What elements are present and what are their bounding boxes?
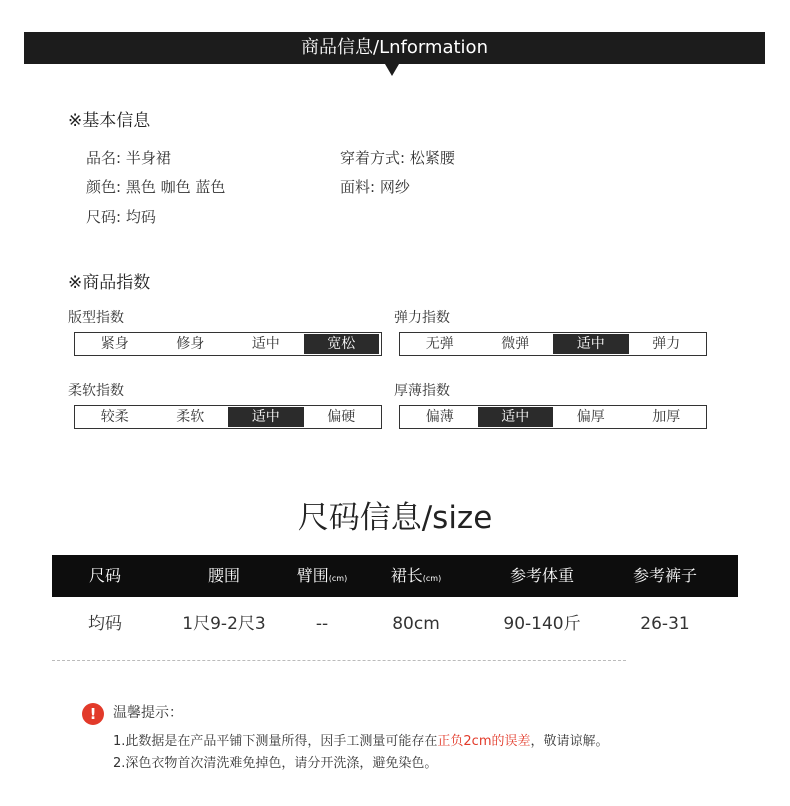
header-label: 裙长 — [390, 566, 423, 585]
header-label: 尺码 — [88, 566, 121, 585]
note-line-2: 2.深色衣物首次清洗难免掉色，请分开洗涤，避免染色。 — [113, 756, 438, 771]
index-option: 弹力 — [652, 336, 681, 352]
info-color: 颜色: 黑色 咖色 蓝色 — [86, 178, 226, 196]
index-scale-elastic — [399, 332, 707, 356]
index-label-elastic: 弹力指数 — [394, 310, 450, 326]
header-bar — [24, 32, 765, 64]
size-table-header — [52, 555, 738, 597]
info-size: 尺码: 均码 — [86, 208, 156, 226]
index-option: 微弹 — [501, 336, 530, 352]
table-header-cell — [366, 555, 466, 597]
index-option-selected: 适中 — [553, 334, 629, 354]
index-option: 柔软 — [176, 409, 205, 425]
product-index-title: ※商品指数 — [68, 273, 151, 293]
index-label-thickness: 厚薄指数 — [394, 383, 450, 399]
table-cell-length: 80cm — [392, 614, 440, 634]
note-text: ，敬请谅解。 — [530, 734, 609, 749]
index-option: 无弹 — [425, 336, 454, 352]
table-cell-pants: 26-31 — [640, 614, 690, 634]
index-option-selected: 适中 — [228, 407, 304, 427]
divider — [52, 660, 626, 661]
index-scale-softness — [74, 405, 382, 429]
table-header-cell — [52, 555, 158, 597]
index-scale-thickness — [399, 405, 707, 429]
header-label: 臂围 — [296, 566, 329, 585]
info-name: 品名: 半身裙 — [86, 149, 171, 167]
index-option: 紧身 — [100, 336, 129, 352]
index-option: 修身 — [176, 336, 205, 352]
header-label: 腰围 — [207, 566, 240, 585]
index-option: 偏硬 — [327, 409, 356, 425]
note-line-1 — [113, 730, 609, 749]
table-cell-size: 均码 — [88, 614, 122, 634]
header-label: 参考体重 — [509, 566, 574, 585]
table-header-cell — [164, 555, 284, 597]
table-cell-arm: -- — [315, 614, 329, 634]
size-title: 尺码信息/size — [297, 500, 493, 536]
table-cell-weight: 90-140斤 — [503, 614, 581, 634]
table-header-cell — [272, 555, 372, 597]
index-option: 较柔 — [100, 409, 129, 425]
index-option: 加厚 — [652, 409, 681, 425]
warning-icon: ! — [82, 703, 104, 725]
note-highlight: 正负2cm的误差 — [437, 734, 531, 749]
index-option-selected: 宽松 — [304, 334, 380, 354]
index-label-softness: 柔软指数 — [68, 383, 124, 399]
note-text: 1.此数据是在产品平铺下测量所得，因手工测量可能存在 — [113, 734, 438, 749]
info-fabric: 面料: 网纱 — [340, 178, 410, 196]
header-label: 参考裤子 — [632, 566, 697, 585]
table-header-cell — [605, 555, 725, 597]
header-unit: (cm) — [422, 574, 442, 583]
index-option: 偏薄 — [425, 409, 454, 425]
info-wear: 穿着方式: 松紧腰 — [340, 149, 455, 167]
index-scale-fit — [74, 332, 382, 356]
table-header-cell — [482, 555, 602, 597]
index-label-fit: 版型指数 — [68, 310, 124, 326]
notes-title: 温馨提示： — [113, 705, 183, 721]
basic-info-title: ※基本信息 — [68, 111, 151, 131]
header-title: 商品信息/Lnformation — [301, 37, 488, 58]
index-option: 适中 — [251, 336, 280, 352]
index-option-selected: 适中 — [478, 407, 554, 427]
header-arrow-icon — [385, 64, 399, 76]
index-option: 偏厚 — [576, 409, 605, 425]
table-cell-waist: 1尺9-2尺3 — [182, 614, 266, 634]
header-unit: (cm) — [328, 574, 348, 583]
